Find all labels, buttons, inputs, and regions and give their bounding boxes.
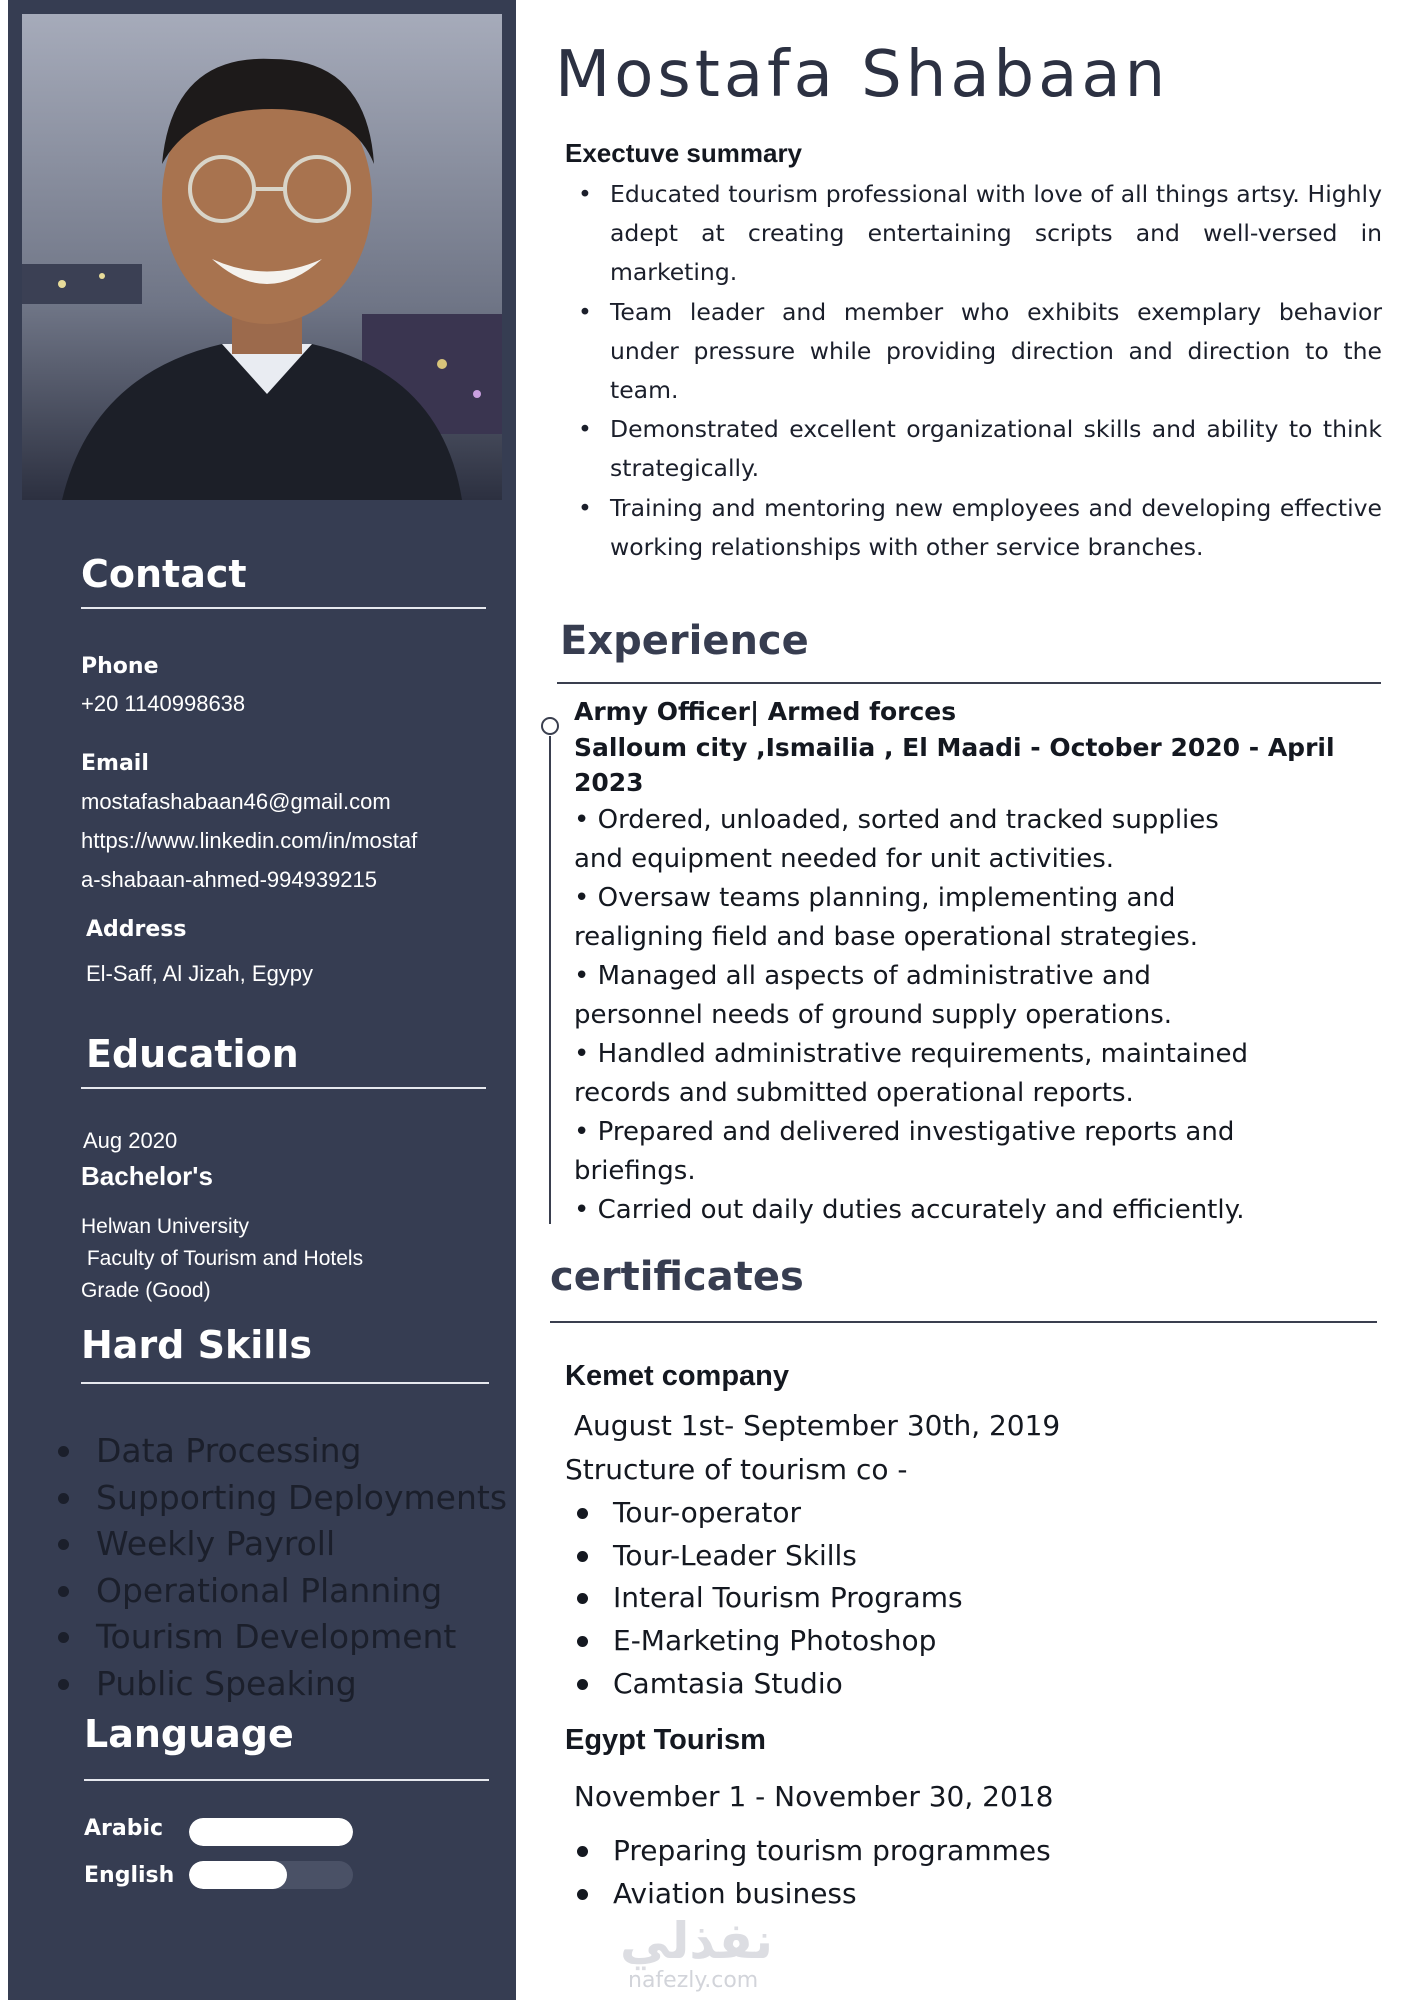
experience-location-line-1: Salloum city ,Ismailia , El Maadi - October 2020 - April: [574, 733, 1335, 762]
certificates-divider: [550, 1321, 1377, 1323]
certificate-subtitle: Structure of tourism co -: [565, 1453, 908, 1486]
skill-item: Supporting Deployments: [58, 1475, 507, 1522]
certificate-date: August 1st- September 30th, 2019: [565, 1409, 1061, 1442]
hard-skills-list: [58, 1428, 507, 1707]
summary-item: • Team leader and member who exhibits exemplary behavior under pressure while providing direction and direction to the team.: [564, 293, 1382, 411]
summary-item: • Demonstrated excellent organizational skills and ability to think strategically.: [564, 410, 1382, 488]
skill-item: Operational Planning: [58, 1568, 507, 1615]
skill-item: Data Processing: [58, 1428, 507, 1475]
experience-line: realigning field and base operational strategies.: [574, 922, 1199, 952]
language-heading: Language: [84, 1712, 294, 1756]
certificates-heading: certificates: [550, 1254, 804, 1300]
education-heading: Education: [86, 1032, 299, 1076]
contact-divider: [81, 607, 486, 609]
certificate-date: November 1 - November 30, 2018: [565, 1780, 1054, 1813]
experience-divider: [557, 682, 1381, 684]
experience-heading: Experience: [560, 618, 809, 664]
linkedin-url-line-1[interactable]: https://www.linkedin.com/in/mostaf: [81, 828, 418, 853]
summary-item: • Training and mentoring new employees and developing effective working relationships with other service branches.: [564, 489, 1382, 567]
skill-item: Public Speaking: [58, 1661, 507, 1708]
contact-heading: Contact: [81, 552, 247, 596]
summary-list: [564, 175, 1382, 567]
language-name-english: English: [84, 1863, 175, 1888]
certificate-topic: Preparing tourism programmes: [565, 1830, 1051, 1873]
certificate-topic: Interal Tourism Programs: [565, 1577, 963, 1620]
education-date: Aug 2020: [83, 1128, 178, 1153]
language-level-fill: [189, 1818, 353, 1846]
experience-line: briefings.: [574, 1156, 696, 1186]
education-divider: [81, 1087, 486, 1089]
skill-item: Weekly Payroll: [58, 1521, 507, 1568]
experience-line: • Carried out daily duties accurately and efficiently.: [574, 1195, 1245, 1225]
hard-skills-heading: Hard Skills: [81, 1323, 312, 1367]
email-label: Email: [81, 751, 149, 776]
watermark-logo: نفذلي: [620, 1912, 774, 1970]
language-level-fill: [189, 1861, 287, 1889]
experience-line: records and submitted operational reports.: [574, 1078, 1134, 1108]
experience-line: and equipment needed for unit activities.: [574, 844, 1115, 874]
timeline-line: [549, 736, 551, 1224]
candidate-name: Mostafa Shabaan: [555, 38, 1170, 112]
education-university: Helwan University: [81, 1215, 250, 1238]
experience-line: • Managed all aspects of administrative and: [574, 961, 1151, 991]
education-faculty: Faculty of Tourism and Hotels: [81, 1247, 364, 1270]
certificate-topics-list: [565, 1830, 1051, 1915]
experience-line: • Handled administrative requirements, maintained: [574, 1039, 1248, 1069]
certificate-topic: Camtasia Studio: [565, 1663, 963, 1706]
linkedin-url-line-2[interactable]: a-shabaan-ahmed-994939215: [81, 867, 378, 892]
language-name-arabic: Arabic: [84, 1816, 164, 1841]
education-grade: Grade (Good): [81, 1279, 211, 1302]
phone-label: Phone: [81, 654, 159, 679]
experience-duties: [574, 801, 1248, 1230]
certificate-company: Egypt Tourism: [565, 1724, 766, 1756]
address-label: Address: [86, 917, 187, 942]
watermark-url: nafezly.com: [628, 1968, 759, 1993]
language-bar-english: [189, 1861, 353, 1889]
email-value[interactable]: mostafashabaan46@gmail.com: [81, 789, 391, 814]
education-degree: Bachelor's: [81, 1161, 213, 1191]
certificate-topic: Tour-operator: [565, 1492, 963, 1535]
hard-skills-divider: [81, 1382, 489, 1384]
phone-value[interactable]: +20 1140998638: [81, 691, 246, 716]
experience-line: • Ordered, unloaded, sorted and tracked supplies: [574, 805, 1219, 835]
experience-location-line-2: 2023: [574, 768, 644, 797]
language-divider: [84, 1779, 489, 1781]
summary-heading: Exectuve summary: [565, 138, 803, 168]
certificate-topics-list: [565, 1492, 963, 1705]
language-bar-arabic: [189, 1818, 353, 1846]
certificate-topic: Tour-Leader Skills: [565, 1535, 963, 1578]
certificate-topic: E-Marketing Photoshop: [565, 1620, 963, 1663]
experience-role: Army Officer| Armed forces: [574, 697, 957, 726]
experience-line: • Prepared and delivered investigative reports and: [574, 1117, 1235, 1147]
certificate-company: Kemet company: [565, 1360, 790, 1392]
timeline-dot: [541, 717, 559, 735]
portrait-image: [22, 14, 502, 500]
certificate-topic: Aviation business: [565, 1873, 1051, 1916]
address-value: El-Saff, Al Jizah, Egypy: [86, 961, 314, 986]
experience-line: • Oversaw teams planning, implementing and: [574, 883, 1176, 913]
summary-item: • Educated tourism professional with love of all things artsy. Highly adept at creating entertaining scripts and well-versed in marketing.: [564, 175, 1382, 293]
skill-item: Tourism Development: [58, 1614, 507, 1661]
experience-line: personnel needs of ground supply operations.: [574, 1000, 1172, 1030]
profile-photo: [22, 14, 502, 500]
